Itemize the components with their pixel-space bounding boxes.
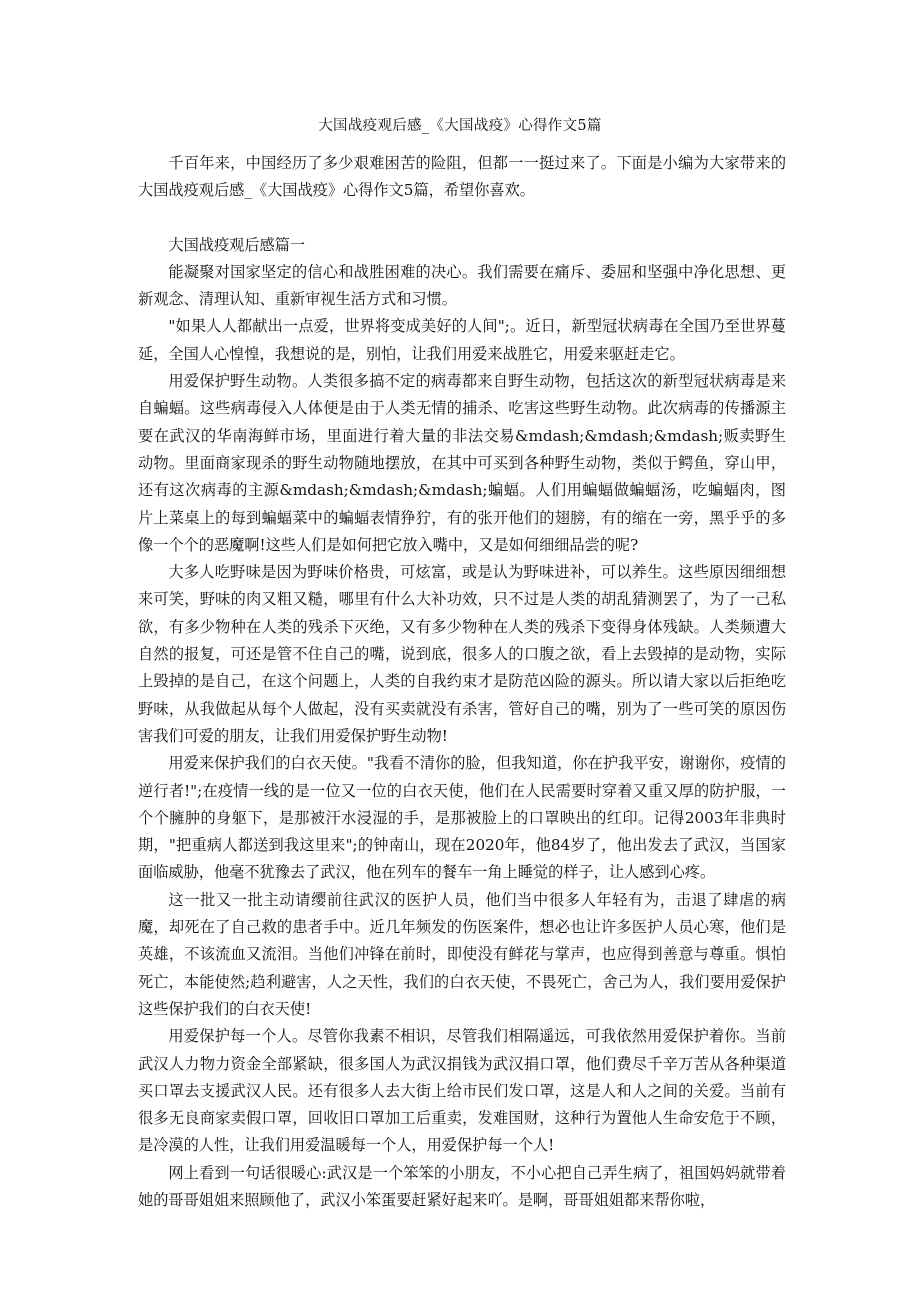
body-paragraph: 用爱来保护我们的白衣天使。"我看不清你的脸，但我知道，你在护我平安，谢谢你，疫情的逆行者!";在疫情一线的是一位又一位的白衣天使，他们在人民需要时穿着又重又厚的防护服，一个个臃肿的身躯下，是那被汗水浸湿的手，是那被脸上的口罩映出的红印。记得2003年非典时期，"把重病人都送到我这里来";的钟南山，现在2020年，他84岁了，他出发去了武汉，当国家面临威胁，他毫不犹豫去了武汉，他在列车的餐车一角上睡觉的样子，让人感到心疼。	[138, 754, 786, 882]
body-paragraph: 能凝聚对国家坚定的信心和战胜困难的决心。我们需要在痛斥、委屈和坚强中净化思想、更新观念、清理认知、重新审视生活方式和习惯。	[138, 262, 786, 309]
body-paragraph: 用爱保护野生动物。人类很多搞不定的病毒都来自野生动物，包括这次的新型冠状病毒是来自蝙蝠。这些病毒侵入人体便是由于人类无情的捕杀、吃害这些野生动物。此次病毒的传播源主要在武汉的华南海鲜市场，里面进行着大量的非法交易&mdash;&mdash;&mdash;贩卖野生动物。里面商家现杀的野生动物随地摆放，在其中可买到各种野生动物，类似于鳄鱼，穿山甲，还有这次病毒的主源&mdash;&mdash;&mdash;蝙蝠。人们用蝙蝠做蝙蝠汤，吃蝙蝠肉，图片上菜桌上的每到蝙蝠菜中的蝙蝠表情狰狞，有的张开他们的翅膀，有的缩在一旁，黑乎乎的多像一个个的恶魔啊!这些人们是如何把它放入嘴中，又是如何细细品尝的呢?	[138, 372, 786, 554]
body-paragraph: "如果人人都献出一点爱，世界将变成美好的人间";。近日，新型冠状病毒在全国乃至世界蔓延，全国人心惶惶，我想说的是，别怕，让我们用爱来战胜它，用爱来驱赶走它。	[138, 317, 786, 363]
body-paragraph: 网上看到一句话很暖心:武汉是一个笨笨的小朋友，不小心把自己弄生病了，祖国妈妈就带着她的哥哥姐姐来照顾他了，武汉小笨蛋要赶紧好起来吖。是啊，哥哥姐姐都来帮你啦，	[138, 1163, 786, 1209]
document-title: 大国战疫观后感_《大国战疫》心得作文5篇	[318, 118, 602, 134]
body-paragraph: 这一批又一批主动请缨前往武汉的医护人员，他们当中很多人年轻有为，击退了肆虐的病魔，却死在了自己救的患者手中。近几年频发的伤医案件，想必也让许多医护人员心寒，他们是英雄，不该流血又流泪。当他们冲锋在前时，即使没有鲜花与掌声，也应得到善意与尊重。惧怕死亡，本能使然;趋利避害，人之天性，我们的白衣天使，不畏死亡，舍己为人，我们要用爱保护这些保护我们的白衣天使!	[138, 890, 786, 1018]
document-body	[138, 150, 786, 1214]
intro-paragraph: 千百年来，中国经历了多少艰难困苦的险阻，但都一一挺过来了。下面是小编为大家带来的大国战疫观后感_《大国战疫》心得作文5篇，希望你喜欢。	[138, 154, 786, 200]
body-paragraph: 用爱保护每一个人。尽管你我素不相识，尽管我们相隔遥远，可我依然用爱保护着你。当前武汉人力物力资金全部紧缺，很多国人为武汉捐钱为武汉捐口罩，他们费尽千辛万苦从各种渠道买口罩去支援武汉人民。还有很多人去大街上给市民们发口罩，这是人和人之间的关爱。当前有很多无良商家卖假口罩，回收旧口罩加工后重卖，发难国财，这种行为置他人生命安危于不顾，是冷漠的人性，让我们用爱温暖每一个人，用爱保护每一个人!	[138, 1027, 786, 1155]
body-paragraph: 大多人吃野味是因为野味价格贵，可炫富，或是认为野味进补，可以养生。这些原因细细想来可笑，野味的肉又粗又糙，哪里有什么大补功效，只不过是人类的胡乱猜测罢了，为了一己私欲，有多少物种在人类的残杀下灭绝，又有多少物种在人类的残杀下变得身体残缺。人类频遭大自然的报复，可还是管不住自己的嘴，说到底，很多人的口腹之欲，看上去毁掉的是动物，实际上毁掉的是自己，在这个问题上，人类的自我约束才是防范凶险的源头。所以请大家以后拒绝吃野味，从我做起从每个人做起，没有买卖就没有杀害，管好自己的嘴，别为了一些可笑的原因伤害我们可爱的朋友，让我们用爱保护野生动物!	[138, 563, 786, 745]
blank-line	[138, 205, 786, 232]
section-heading: 大国战疫观后感篇一	[168, 235, 306, 254]
